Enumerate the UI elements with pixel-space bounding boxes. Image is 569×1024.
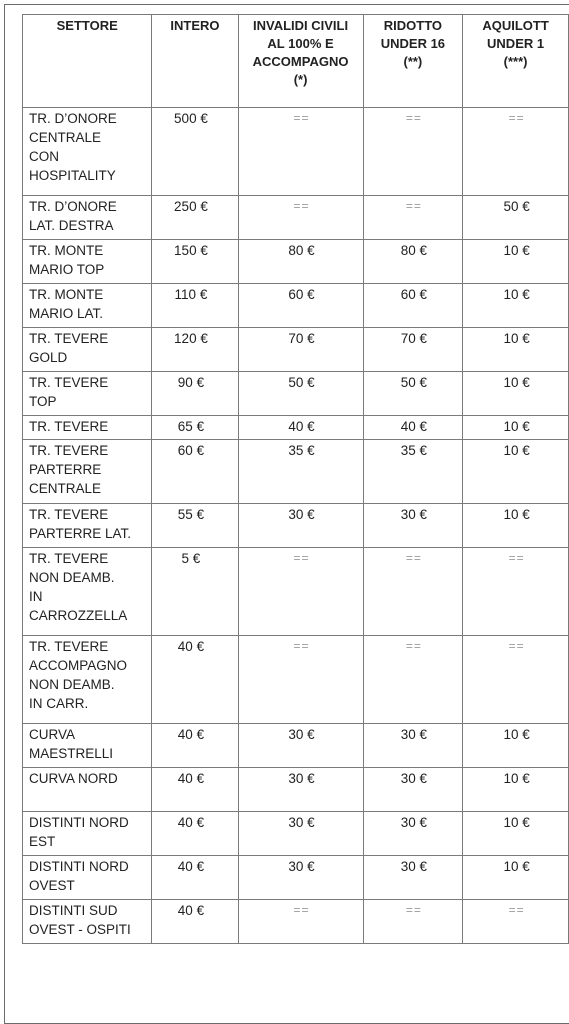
sector-cell: TR. TEVERE NON DEAMB. IN CARROZZELLA [23,548,152,636]
sector-cell: DISTINTI NORD EST [23,812,152,856]
ridotto-price-cell: == [363,900,463,944]
ridotto-price-cell: == [363,636,463,724]
invalidi-price-cell: 30 € [238,504,363,548]
header-settore: SETTORE [23,15,152,108]
sector-cell: TR. D’ONORE LAT. DESTRA [23,196,152,240]
sector-cell: TR. TEVERE ACCOMPAGNO NON DEAMB. IN CARR. [23,636,152,724]
header-aquilotti: AQUILOTT UNDER 1 (***) [463,15,569,108]
table-row [23,636,569,724]
intero-price-cell: 250 € [152,196,238,240]
sector-cell: TR. TEVERE [23,416,152,440]
table-row [23,328,569,372]
ridotto-price-cell: 40 € [363,416,463,440]
aquilotti-price-cell: == [463,108,569,196]
table-row [23,900,569,944]
table-row [23,284,569,328]
aquilotti-price-cell: 10 € [463,372,569,416]
aquilotti-price-cell: 10 € [463,440,569,504]
aquilotti-price-cell: 10 € [463,812,569,856]
ridotto-price-cell: == [363,548,463,636]
ticket-price-table [22,14,569,944]
table-row [23,856,569,900]
table-body [23,108,569,944]
intero-price-cell: 40 € [152,856,238,900]
intero-price-cell: 120 € [152,328,238,372]
ridotto-price-cell: 30 € [363,724,463,768]
invalidi-price-cell: 30 € [238,768,363,812]
ridotto-price-cell: 30 € [363,812,463,856]
ridotto-price-cell: == [363,108,463,196]
table-row [23,240,569,284]
intero-price-cell: 150 € [152,240,238,284]
invalidi-price-cell: 80 € [238,240,363,284]
ridotto-price-cell: 35 € [363,440,463,504]
aquilotti-price-cell: 10 € [463,416,569,440]
ridotto-price-cell: 60 € [363,284,463,328]
sector-cell: TR. MONTE MARIO TOP [23,240,152,284]
aquilotti-price-cell: 10 € [463,240,569,284]
sector-cell: TR. TEVERE TOP [23,372,152,416]
table-row [23,416,569,440]
ridotto-price-cell: 80 € [363,240,463,284]
intero-price-cell: 110 € [152,284,238,328]
invalidi-price-cell: 30 € [238,856,363,900]
sector-cell: TR. MONTE MARIO LAT. [23,284,152,328]
aquilotti-price-cell: 10 € [463,504,569,548]
ridotto-price-cell: 50 € [363,372,463,416]
intero-price-cell: 40 € [152,900,238,944]
sector-cell: TR. TEVERE PARTERRE CENTRALE [23,440,152,504]
intero-price-cell: 40 € [152,724,238,768]
intero-price-cell: 55 € [152,504,238,548]
sector-cell: TR. TEVERE GOLD [23,328,152,372]
table-row [23,372,569,416]
aquilotti-price-cell: 10 € [463,284,569,328]
table-row [23,504,569,548]
aquilotti-price-cell: 10 € [463,768,569,812]
intero-price-cell: 65 € [152,416,238,440]
invalidi-price-cell: == [238,636,363,724]
header-row [23,15,569,108]
table-row [23,768,569,812]
table-row [23,548,569,636]
aquilotti-price-cell: == [463,636,569,724]
invalidi-price-cell: 60 € [238,284,363,328]
invalidi-price-cell: 40 € [238,416,363,440]
intero-price-cell: 5 € [152,548,238,636]
aquilotti-price-cell: 10 € [463,724,569,768]
invalidi-price-cell: 70 € [238,328,363,372]
invalidi-price-cell: 30 € [238,724,363,768]
intero-price-cell: 40 € [152,768,238,812]
intero-price-cell: 90 € [152,372,238,416]
invalidi-price-cell: 30 € [238,812,363,856]
header-ridotto: RIDOTTO UNDER 16 (**) [363,15,463,108]
ridotto-price-cell: 30 € [363,856,463,900]
invalidi-price-cell: == [238,196,363,240]
invalidi-price-cell: == [238,108,363,196]
aquilotti-price-cell: 10 € [463,856,569,900]
invalidi-price-cell: == [238,548,363,636]
header-invalidi: INVALIDI CIVILI AL 100% E ACCOMPAGNO (*) [238,15,363,108]
sector-cell: TR. TEVERE PARTERRE LAT. [23,504,152,548]
sector-cell: DISTINTI SUD OVEST - OSPITI [23,900,152,944]
aquilotti-price-cell: 50 € [463,196,569,240]
invalidi-price-cell: 50 € [238,372,363,416]
table-row [23,108,569,196]
intero-price-cell: 40 € [152,812,238,856]
aquilotti-price-cell: 10 € [463,328,569,372]
sector-cell: DISTINTI NORD OVEST [23,856,152,900]
intero-price-cell: 500 € [152,108,238,196]
table-row [23,812,569,856]
table-row [23,196,569,240]
aquilotti-price-cell: == [463,548,569,636]
ridotto-price-cell: 70 € [363,328,463,372]
table-row [23,724,569,768]
intero-price-cell: 60 € [152,440,238,504]
table-row [23,440,569,504]
aquilotti-price-cell: == [463,900,569,944]
invalidi-price-cell: == [238,900,363,944]
ridotto-price-cell: 30 € [363,504,463,548]
ridotto-price-cell: == [363,196,463,240]
header-intero: INTERO [152,15,238,108]
intero-price-cell: 40 € [152,636,238,724]
sector-cell: CURVA MAESTRELLI [23,724,152,768]
ridotto-price-cell: 30 € [363,768,463,812]
sector-cell: CURVA NORD [23,768,152,812]
sector-cell: TR. D’ONORE CENTRALE CON HOSPITALITY [23,108,152,196]
invalidi-price-cell: 35 € [238,440,363,504]
